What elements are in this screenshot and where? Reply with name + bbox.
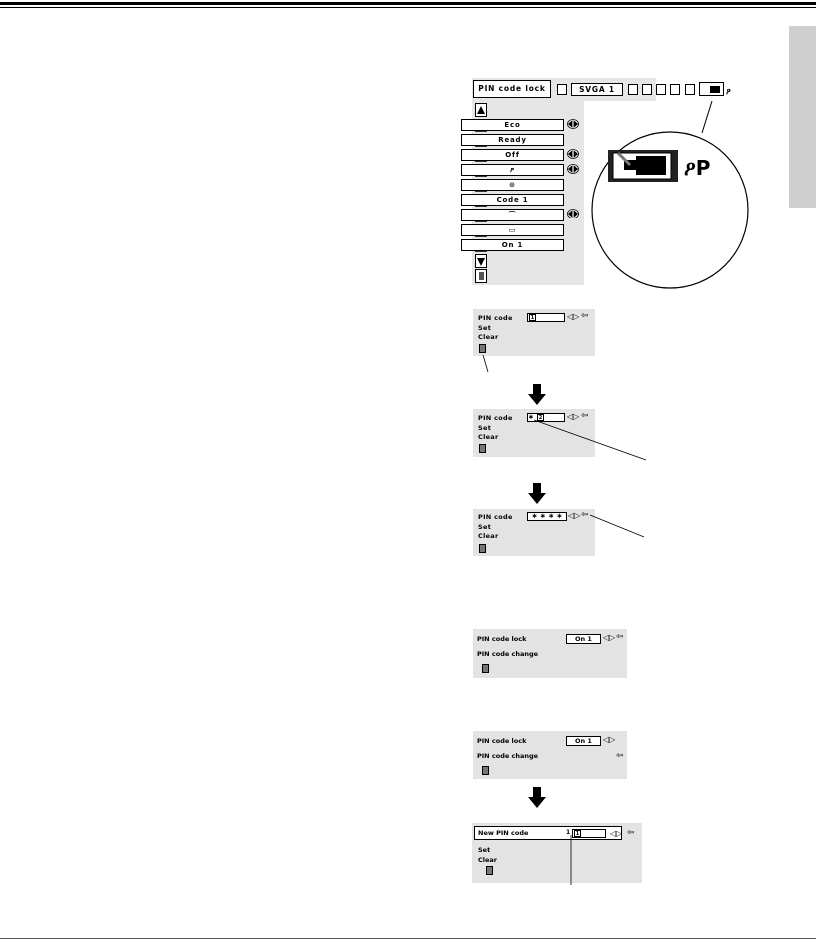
exit-icon[interactable]: [479, 344, 486, 353]
clear-label: Clear: [478, 333, 499, 341]
pointer-glyph-icon: ⊙: [509, 181, 516, 189]
screen-icon: [670, 84, 680, 95]
menu-value-on-start: Off: [461, 149, 564, 161]
back-arrow-icon: ⇦: [616, 632, 624, 642]
left-right-arrow-icon: ◁▷: [603, 735, 616, 744]
new-pin-code-label: New PIN code: [478, 829, 529, 837]
back-arrow-icon: ⇦: [581, 510, 589, 520]
set-label: Set: [478, 424, 492, 432]
menu-arrows: [566, 118, 580, 218]
menu-value-remote-code: Code 1: [461, 194, 564, 206]
pin-code-change-label: PIN code change: [477, 650, 539, 658]
pin-code-input[interactable]: ∗ ∗ ∗ ∗: [527, 512, 567, 521]
osd-menu-title: PIN code lock: [473, 80, 551, 98]
magnified-p-label: P: [695, 156, 711, 180]
scroll-up-icon: [475, 103, 487, 117]
key-glyph-icon: ዖ: [684, 156, 696, 180]
clear-label: Clear: [478, 856, 497, 864]
callout-line: [568, 835, 574, 887]
pin-code-change-label: PIN code change: [477, 752, 539, 760]
left-right-arrow-icon: ◁▷: [610, 829, 623, 838]
clear-label: Clear: [478, 433, 499, 441]
pin-code-label: PIN code: [478, 513, 513, 521]
pin-code-label: PIN code: [478, 314, 513, 322]
new-pin-digit[interactable]: 1: [575, 831, 580, 837]
pc-adjust-icon: [628, 84, 638, 95]
set-label: Set: [478, 523, 492, 531]
down-arrow-icon: [528, 384, 546, 406]
pin-lock-value[interactable]: On 1: [566, 736, 601, 746]
back-arrow-icon: ⇦: [581, 311, 589, 321]
exit-icon: [475, 269, 487, 283]
left-right-arrow-icon: ◁▷: [568, 511, 581, 520]
callout-line: [530, 418, 650, 463]
magnifier-callout: [580, 95, 760, 295]
input-icon: [557, 84, 567, 95]
scroll-down-icon: [475, 254, 487, 268]
setting-icon-selected: [699, 82, 724, 96]
section-side-tab: [789, 26, 816, 208]
ceiling-glyph-icon: ⌒: [508, 211, 517, 219]
menu-value-power-management: Ready: [461, 134, 564, 146]
exit-icon[interactable]: [479, 444, 486, 453]
pin-digit-1[interactable]: 1: [530, 315, 535, 321]
pin-code-lock-label: PIN code lock: [477, 737, 527, 745]
input-source-label: SVGA 1: [571, 83, 623, 96]
menu-value-ceiling: [461, 209, 564, 221]
sound-icon: [685, 84, 695, 95]
set-label: Set: [478, 324, 492, 332]
menu-value-pin-code-lock: On 1: [461, 239, 564, 251]
menu-value-remote-control: [461, 164, 564, 176]
image-adjust-icon: [656, 84, 666, 95]
pin-digit-masked: ∗: [528, 413, 534, 421]
clear-label: Clear: [478, 532, 499, 540]
menu-value-lamp-control: Eco: [461, 119, 564, 131]
footer-rule: [0, 938, 816, 939]
left-right-arrow-icon: ◁▷: [567, 412, 580, 421]
exit-icon[interactable]: [482, 664, 489, 673]
down-arrow-icon: [528, 483, 546, 505]
header-rule-thin: [0, 7, 816, 8]
header-rule: [0, 2, 816, 5]
menu-value-pointer: [461, 179, 564, 191]
pin-code-label: PIN code: [478, 414, 513, 422]
exit-icon[interactable]: [482, 766, 489, 775]
back-arrow-icon: ⇦: [616, 751, 624, 761]
remote-glyph-icon: ዖ: [510, 166, 515, 174]
menu-value-key-lock: [461, 224, 564, 236]
pin-digit-2[interactable]: 2: [538, 415, 543, 421]
new-pin-digit-prev: 1: [566, 829, 571, 836]
left-right-arrow-icon: ◁▷: [603, 633, 616, 642]
exit-icon[interactable]: [479, 544, 486, 553]
left-right-arrow-icon: ◁▷: [567, 312, 580, 321]
callout-line: [482, 354, 492, 374]
image-select-icon: [642, 84, 652, 95]
magnified-pin-key-icon: [684, 156, 710, 180]
back-arrow-icon: ⇦: [581, 411, 589, 421]
callout-line: [588, 511, 648, 541]
projector-glyph-icon: ▭: [508, 226, 517, 234]
set-label: Set: [478, 846, 491, 854]
back-arrow-icon: ⇦: [627, 828, 635, 838]
pin-code-lock-label: PIN code lock: [477, 635, 527, 643]
pin-lock-value[interactable]: On 1: [566, 634, 601, 644]
pin-lock-key-icon: ዖ: [726, 87, 731, 96]
down-arrow-icon: [528, 787, 546, 809]
left-right-arrow-icon: [568, 120, 579, 219]
exit-icon[interactable]: [486, 866, 493, 875]
